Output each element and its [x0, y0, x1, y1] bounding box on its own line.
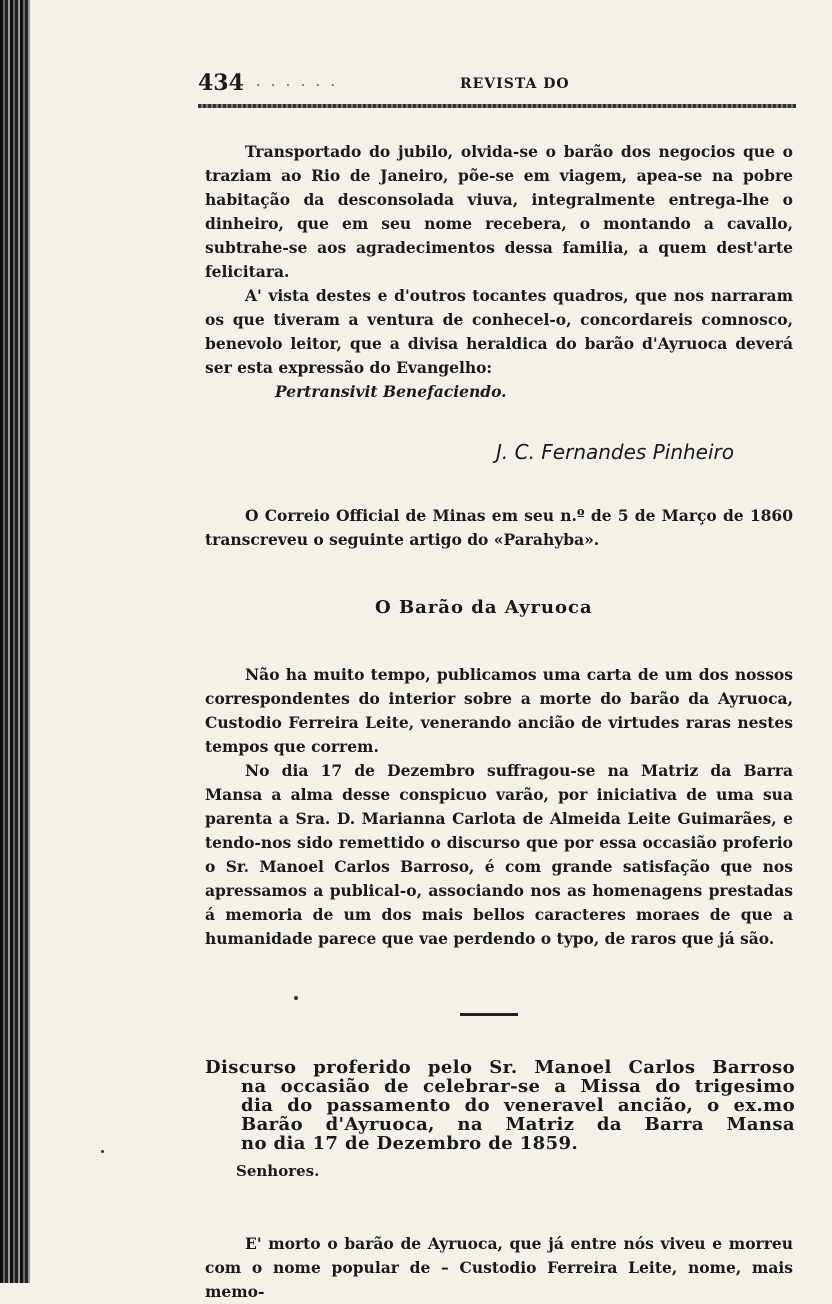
note-intro: O Correio Official de Minas em seu n.º de 5 de Março de 1860 transcreveu o seguinte artigo do «Parahyba». [205, 506, 793, 549]
motto: Pertransivit Benefaciendo. [275, 382, 507, 401]
header-rule [198, 104, 796, 108]
ink-speck [101, 1150, 104, 1153]
article-title: O Barão da Ayruoca [375, 597, 593, 618]
note-intro-block [205, 504, 793, 552]
paragraph: Não ha muito tempo, publicamos uma carta de um dos nossos correspondentes do interior sobre a morte do barão da Ayruoca, Custodio Ferreira Leite, venerando ancião de virtudes raras nestes tempos que correm. [205, 665, 793, 756]
speech-text-block [205, 1232, 793, 1304]
speech-heading-line: Discurso proferido pelo Sr. Manoel Carlos Barroso [205, 1057, 795, 1078]
paragraph: A' vista destes e d'outros tocantes quadros, que nos narraram os que tiveram a ventura de conhecel-o, concordareis comnosco, benevolo leitor, que a divisa heraldica do barão d'Ayruoca deverá ser esta expressão do Evangelho: [205, 286, 793, 377]
section-divider [460, 1013, 518, 1016]
signature: J. C. Fernandes Pinheiro [496, 440, 734, 464]
header-dots: . . . . . . [256, 74, 338, 90]
paragraph: No dia 17 de Dezembro suffragou-se na Matriz da Barra Mansa a alma desse conspicuo varão, por iniciativa de uma sua parenta a Sra. D. Marianna Carlota de Almeida Leite Guimarães, e tendo-nos sido remettido o discurso que por essa occasião proferio o Sr. Manoel Carlos Barroso, é com grande satisfação que nos apressamos a publical-o, associando nos as homenagens prestadas á memoria de um dos mais bellos caracteres moraes de que a humanidade parece que vae perdendo o typo, de raros que já são. [205, 761, 793, 948]
page-header [198, 70, 798, 100]
speech-heading-line: na occasião de celebrar-se a Missa do trigesimo [241, 1076, 795, 1097]
speech-heading-line: Barão d'Ayruoca, na Matriz da Barra Mansa [241, 1114, 795, 1135]
paragraph: E' morto o barão de Ayruoca, que já entre nós viveu e morreu com o nome popular de – Custodio Ferreira Leite, nome, mais memo- [205, 1234, 793, 1301]
top-text-block [205, 140, 793, 404]
speech-heading-line: no dia 17 de Dezembro de 1859. [241, 1133, 579, 1154]
article-text-block [205, 663, 793, 951]
ink-speck [294, 996, 298, 1000]
running-title: REVISTA DO [460, 76, 570, 92]
paragraph: Transportado do jubilo, olvida-se o barão dos negocios que o traziam ao Rio de Janeiro, põe-se em viagem, apea-se na pobre habitação da desconsolada viuva, integralmente entrega-lhe o dinheiro, que em seu nome recebera, o montando a cavallo, subtrahe-se aos agradecimentos dessa familia, a quem dest'arte felicitara. [205, 142, 793, 281]
speech-heading [205, 1058, 795, 1153]
speech-heading-line: dia do passamento do veneravel ancião, o ex.mo [241, 1095, 795, 1116]
salutation: Senhores. [236, 1162, 320, 1180]
page-number: 434 [198, 70, 244, 96]
book-binding-edge [0, 0, 30, 1283]
